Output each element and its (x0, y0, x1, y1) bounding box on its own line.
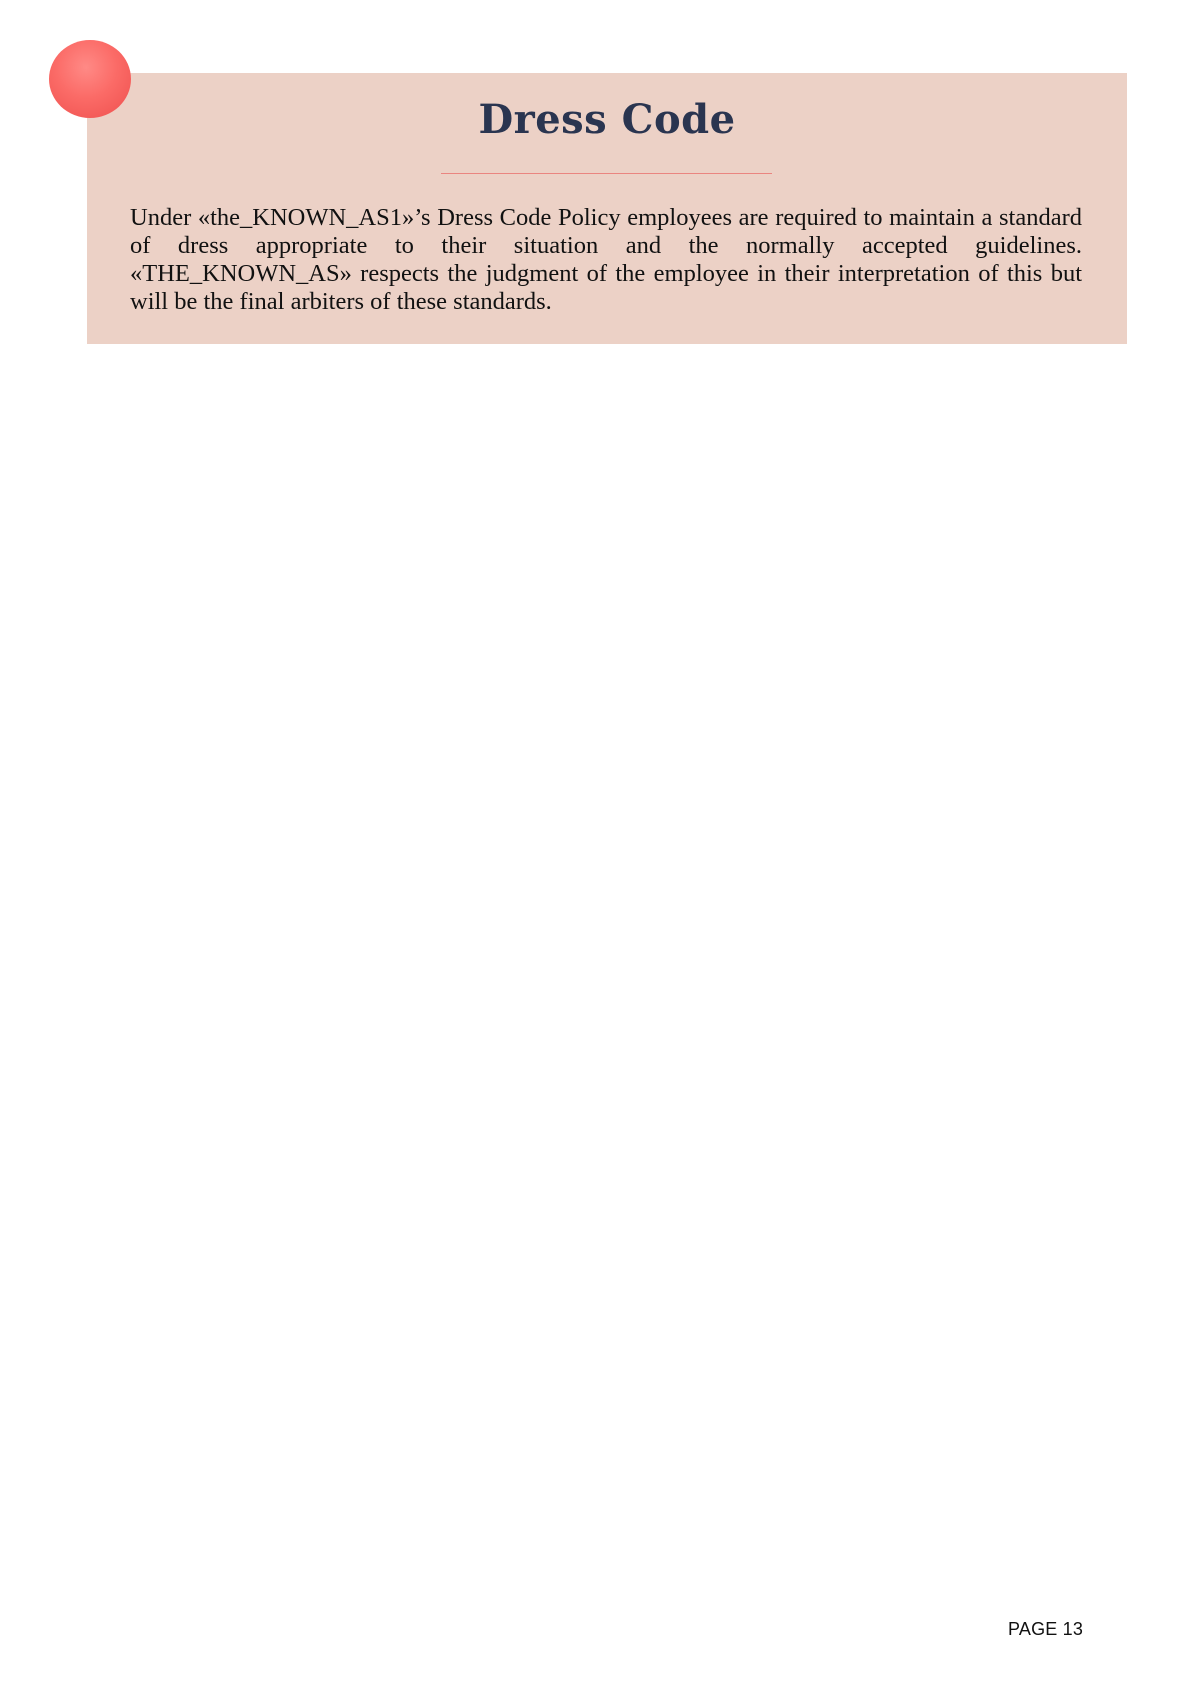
page-number: PAGE 13 (1008, 1619, 1084, 1639)
title-divider (441, 173, 772, 174)
section-body-text: Under «the_KNOWN_AS1»’s Dress Code Policy employees are required to maintain a standard of dress appropriate to their situation and the normally accepted guidelines. «THE_KNOWN_AS» respects the judgment of the employee in their interpretation of this but will be the final arbiters of these standards. (130, 204, 1082, 315)
section-title: Dress Code (478, 96, 736, 143)
